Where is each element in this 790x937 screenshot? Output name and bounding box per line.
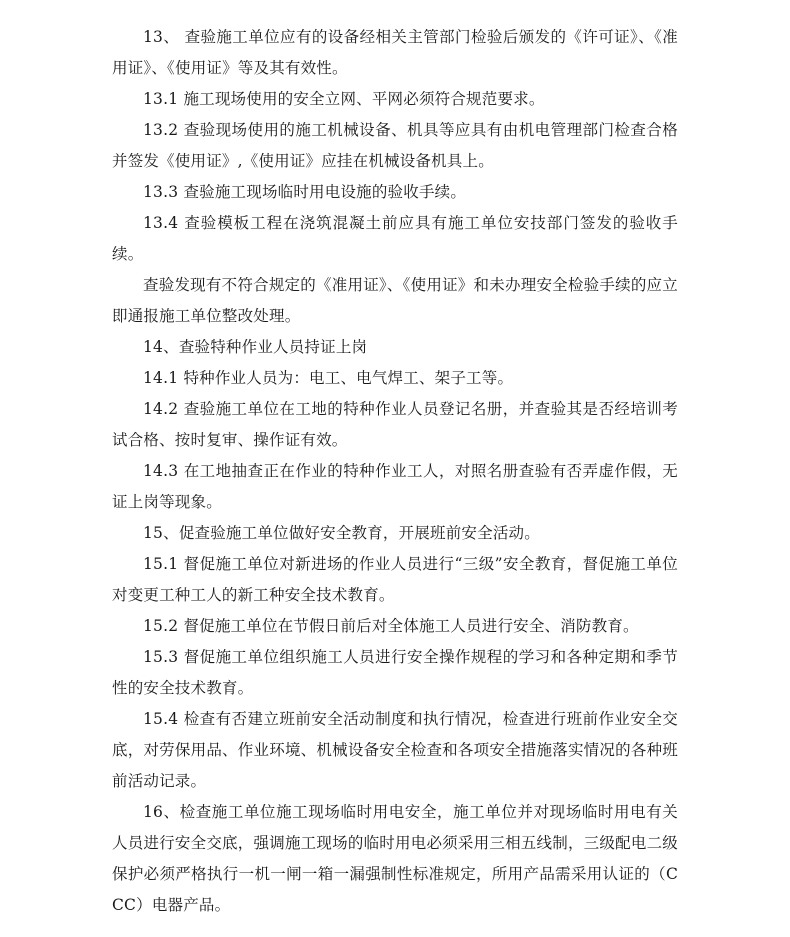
- paragraph-15-1: 15.1 督促施工单位对新进场的作业人员进行“三级”安全教育，督促施工单位对变更工种工人的新工种安全技术教育。: [112, 555, 678, 604]
- paragraph-13-4: 13.4 查验模板工程在浇筑混凝土前应具有施工单位安技部门签发的验收手续。: [112, 214, 678, 263]
- paragraph-16: 16、检查施工单位施工现场临时用电安全，施工单位并对现场临时用电有关人员进行安全交底，强调施工现场的临时用电必须采用三相五线制，三级配电二级保护必须严格执行一机一闸一箱一漏强制性标准规定，所用产品需采用认证的（CCC）电器产品。: [112, 803, 678, 914]
- paragraph-15-4: 15.4 检查有否建立班前安全活动制度和执行情况，检查进行班前作业安全交底，对劳保用品、作业环境、机械设备安全检查和各项安全措施落实情况的各种班前活动记录。: [112, 710, 678, 790]
- paragraph-13-1: 13.1 施工现场使用的安全立网、平网必须符合规范要求。: [143, 90, 545, 108]
- paragraph-14: 14、查验特种作业人员持证上岗: [143, 338, 368, 356]
- paragraph-15-3: 15.3 督促施工单位组织施工人员进行安全操作规程的学习和各种定期和季节性的安全技术教育。: [112, 648, 678, 697]
- paragraph-14-2: 14.2 查验施工单位在工地的特种作业人员登记名册，并查验其是否经培训考试合格、按时复审、操作证有效。: [112, 400, 678, 449]
- paragraph-13-3: 13.3 查验施工现场临时用电设施的验收手续。: [143, 183, 467, 201]
- paragraph-15-2: 15.2 督促施工单位在节假日前后对全体施工人员进行安全、消防教育。: [143, 617, 639, 635]
- paragraph-13-note: 查验发现有不符合规定的《准用证》、《使用证》和未办理安全检验手续的应立即通报施工单位整改处理。: [112, 276, 678, 325]
- paragraph-13-2: 13.2 查验现场使用的施工机械设备、机具等应具有由机电管理部门检查合格并签发《使用证》,《使用证》应挂在机械设备机具上。: [112, 121, 678, 170]
- paragraph-14-3: 14.3 在工地抽查正在作业的特种作业工人，对照名册查验有否弄虚作假，无证上岗等现象。: [112, 462, 678, 511]
- paragraph-14-1: 14.1 特种作业人员为：电工、电气焊工、架子工等。: [143, 369, 514, 387]
- paragraph-15: 15、促查验施工单位做好安全教育，开展班前安全活动。: [143, 524, 540, 542]
- paragraph-13: 13、 查验施工单位应有的设备经相关主管部门检验后颁发的《许可证》、《准用证》、《使用证》等及其有效性。: [112, 28, 678, 77]
